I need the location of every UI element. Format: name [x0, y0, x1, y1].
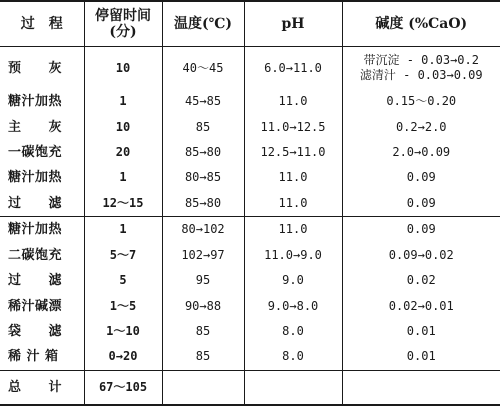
total-temperature [162, 370, 244, 405]
table-row [0, 140, 500, 165]
ph-cell: 11.0 [244, 217, 342, 243]
time-cell: 10 [84, 47, 162, 90]
time-cell: 5 [84, 268, 162, 293]
time-cell: 1 [84, 217, 162, 243]
ph-cell: 8.0 [244, 319, 342, 344]
time-cell: 1～10 [84, 319, 162, 344]
process-cell: 主 灰 [8, 119, 63, 135]
table-row [0, 293, 500, 318]
table-row [0, 47, 500, 90]
alkalinity-cell: 0.09 [342, 165, 500, 190]
alkalinity-cell: 0.09 [342, 191, 500, 217]
process-cell: 稀汁碱漂 [8, 298, 63, 314]
group-second-carbonation [0, 217, 500, 371]
time-cell: 20 [84, 140, 162, 165]
temperature-cell: 80→102 [162, 217, 244, 243]
process-cell: 过 滤 [8, 273, 63, 289]
ph-cell: 9.0→8.0 [244, 293, 342, 318]
alkalinity-cell: 0.2→2.0 [342, 114, 500, 139]
time-cell: 1 [84, 165, 162, 190]
header-row [0, 1, 500, 47]
ph-cell: 11.0→12.5 [244, 114, 342, 139]
table-row [0, 165, 500, 190]
header-alkalinity: 碱度 (%CaO) [342, 1, 500, 47]
temperature-cell: 90→88 [162, 293, 244, 318]
table-row [0, 344, 500, 370]
time-cell: 12～15 [84, 191, 162, 217]
process-cell: 二碳饱充 [8, 247, 63, 263]
table-row [0, 268, 500, 293]
process-cell: 稀 汁 箱 [8, 349, 59, 365]
alkalinity-cell: 0.02→0.01 [342, 293, 500, 318]
temperature-cell: 95 [162, 268, 244, 293]
table-row [0, 89, 500, 114]
ph-cell: 8.0 [244, 344, 342, 370]
group-total [0, 370, 500, 405]
process-cell: 糖汁加热 [8, 170, 63, 186]
ph-cell: 11.0→9.0 [244, 243, 342, 268]
group-first-carbonation [0, 47, 500, 217]
table-row [0, 114, 500, 139]
process-cell: 糖汁加热 [0, 217, 84, 243]
alkalinity-cell: 0.02 [342, 268, 500, 293]
ph-cell: 11.0 [244, 165, 342, 190]
table-row [0, 191, 500, 217]
process-cell: 预 灰 [8, 60, 63, 76]
ph-cell: 12.5→11.0 [244, 140, 342, 165]
total-time: 67～105 [84, 370, 162, 405]
total-alkalinity [342, 370, 500, 405]
table-row [0, 243, 500, 268]
time-cell: 1 [84, 89, 162, 114]
temperature-cell: 85 [162, 344, 244, 370]
alkalinity-cell: 0.09→0.02 [342, 243, 500, 268]
time-cell: 5～7 [84, 243, 162, 268]
temperature-cell: 80→85 [162, 165, 244, 190]
table-row [0, 217, 500, 243]
alkalinity-cell: 0.15～0.20 [342, 89, 500, 114]
time-cell: 0→20 [84, 344, 162, 370]
temperature-cell: 85 [162, 114, 244, 139]
process-cell: 袋 滤 [8, 324, 63, 339]
process-cell: 糖汁加热 [8, 94, 63, 110]
alkalinity-cell: 0.01 [342, 344, 500, 370]
temperature-cell: 85→80 [162, 191, 244, 217]
ph-cell: 6.0→11.0 [244, 47, 342, 90]
table-row [0, 319, 500, 344]
total-ph [244, 370, 342, 405]
header-process: 过 程 [0, 1, 84, 47]
alkalinity-cell: 0.09 [342, 217, 500, 243]
total-label: 总 计 [0, 370, 84, 405]
ph-cell: 11.0 [244, 89, 342, 114]
ph-cell: 11.0 [244, 191, 342, 217]
time-cell: 1～5 [84, 293, 162, 318]
header-ph: pH [244, 1, 342, 47]
process-cell: 过 滤 [8, 195, 63, 211]
temperature-cell: 85→80 [162, 140, 244, 165]
table-header [0, 1, 500, 47]
alkalinity-cell: 2.0→0.09 [342, 140, 500, 165]
temperature-cell: 45→85 [162, 89, 244, 114]
total-row [0, 370, 500, 405]
process-cell: 一碳饱充 [8, 145, 63, 161]
temperature-cell: 40～45 [162, 47, 244, 90]
temperature-cell: 85 [162, 319, 244, 344]
ph-cell: 9.0 [244, 268, 342, 293]
time-cell: 10 [84, 114, 162, 139]
temperature-cell: 102→97 [162, 243, 244, 268]
header-residence-time [84, 1, 162, 47]
header-time-text: 停留时间 (分) [95, 8, 151, 40]
header-temperature: 温度(℃) [162, 1, 244, 47]
alkalinity-cell: 0.01 [342, 319, 500, 344]
alkalinity-cell [342, 47, 500, 90]
alkalinity-multiline: 带沉淀 - 0.03→0.2 滤清汁 - 0.03→0.09 [359, 53, 483, 83]
